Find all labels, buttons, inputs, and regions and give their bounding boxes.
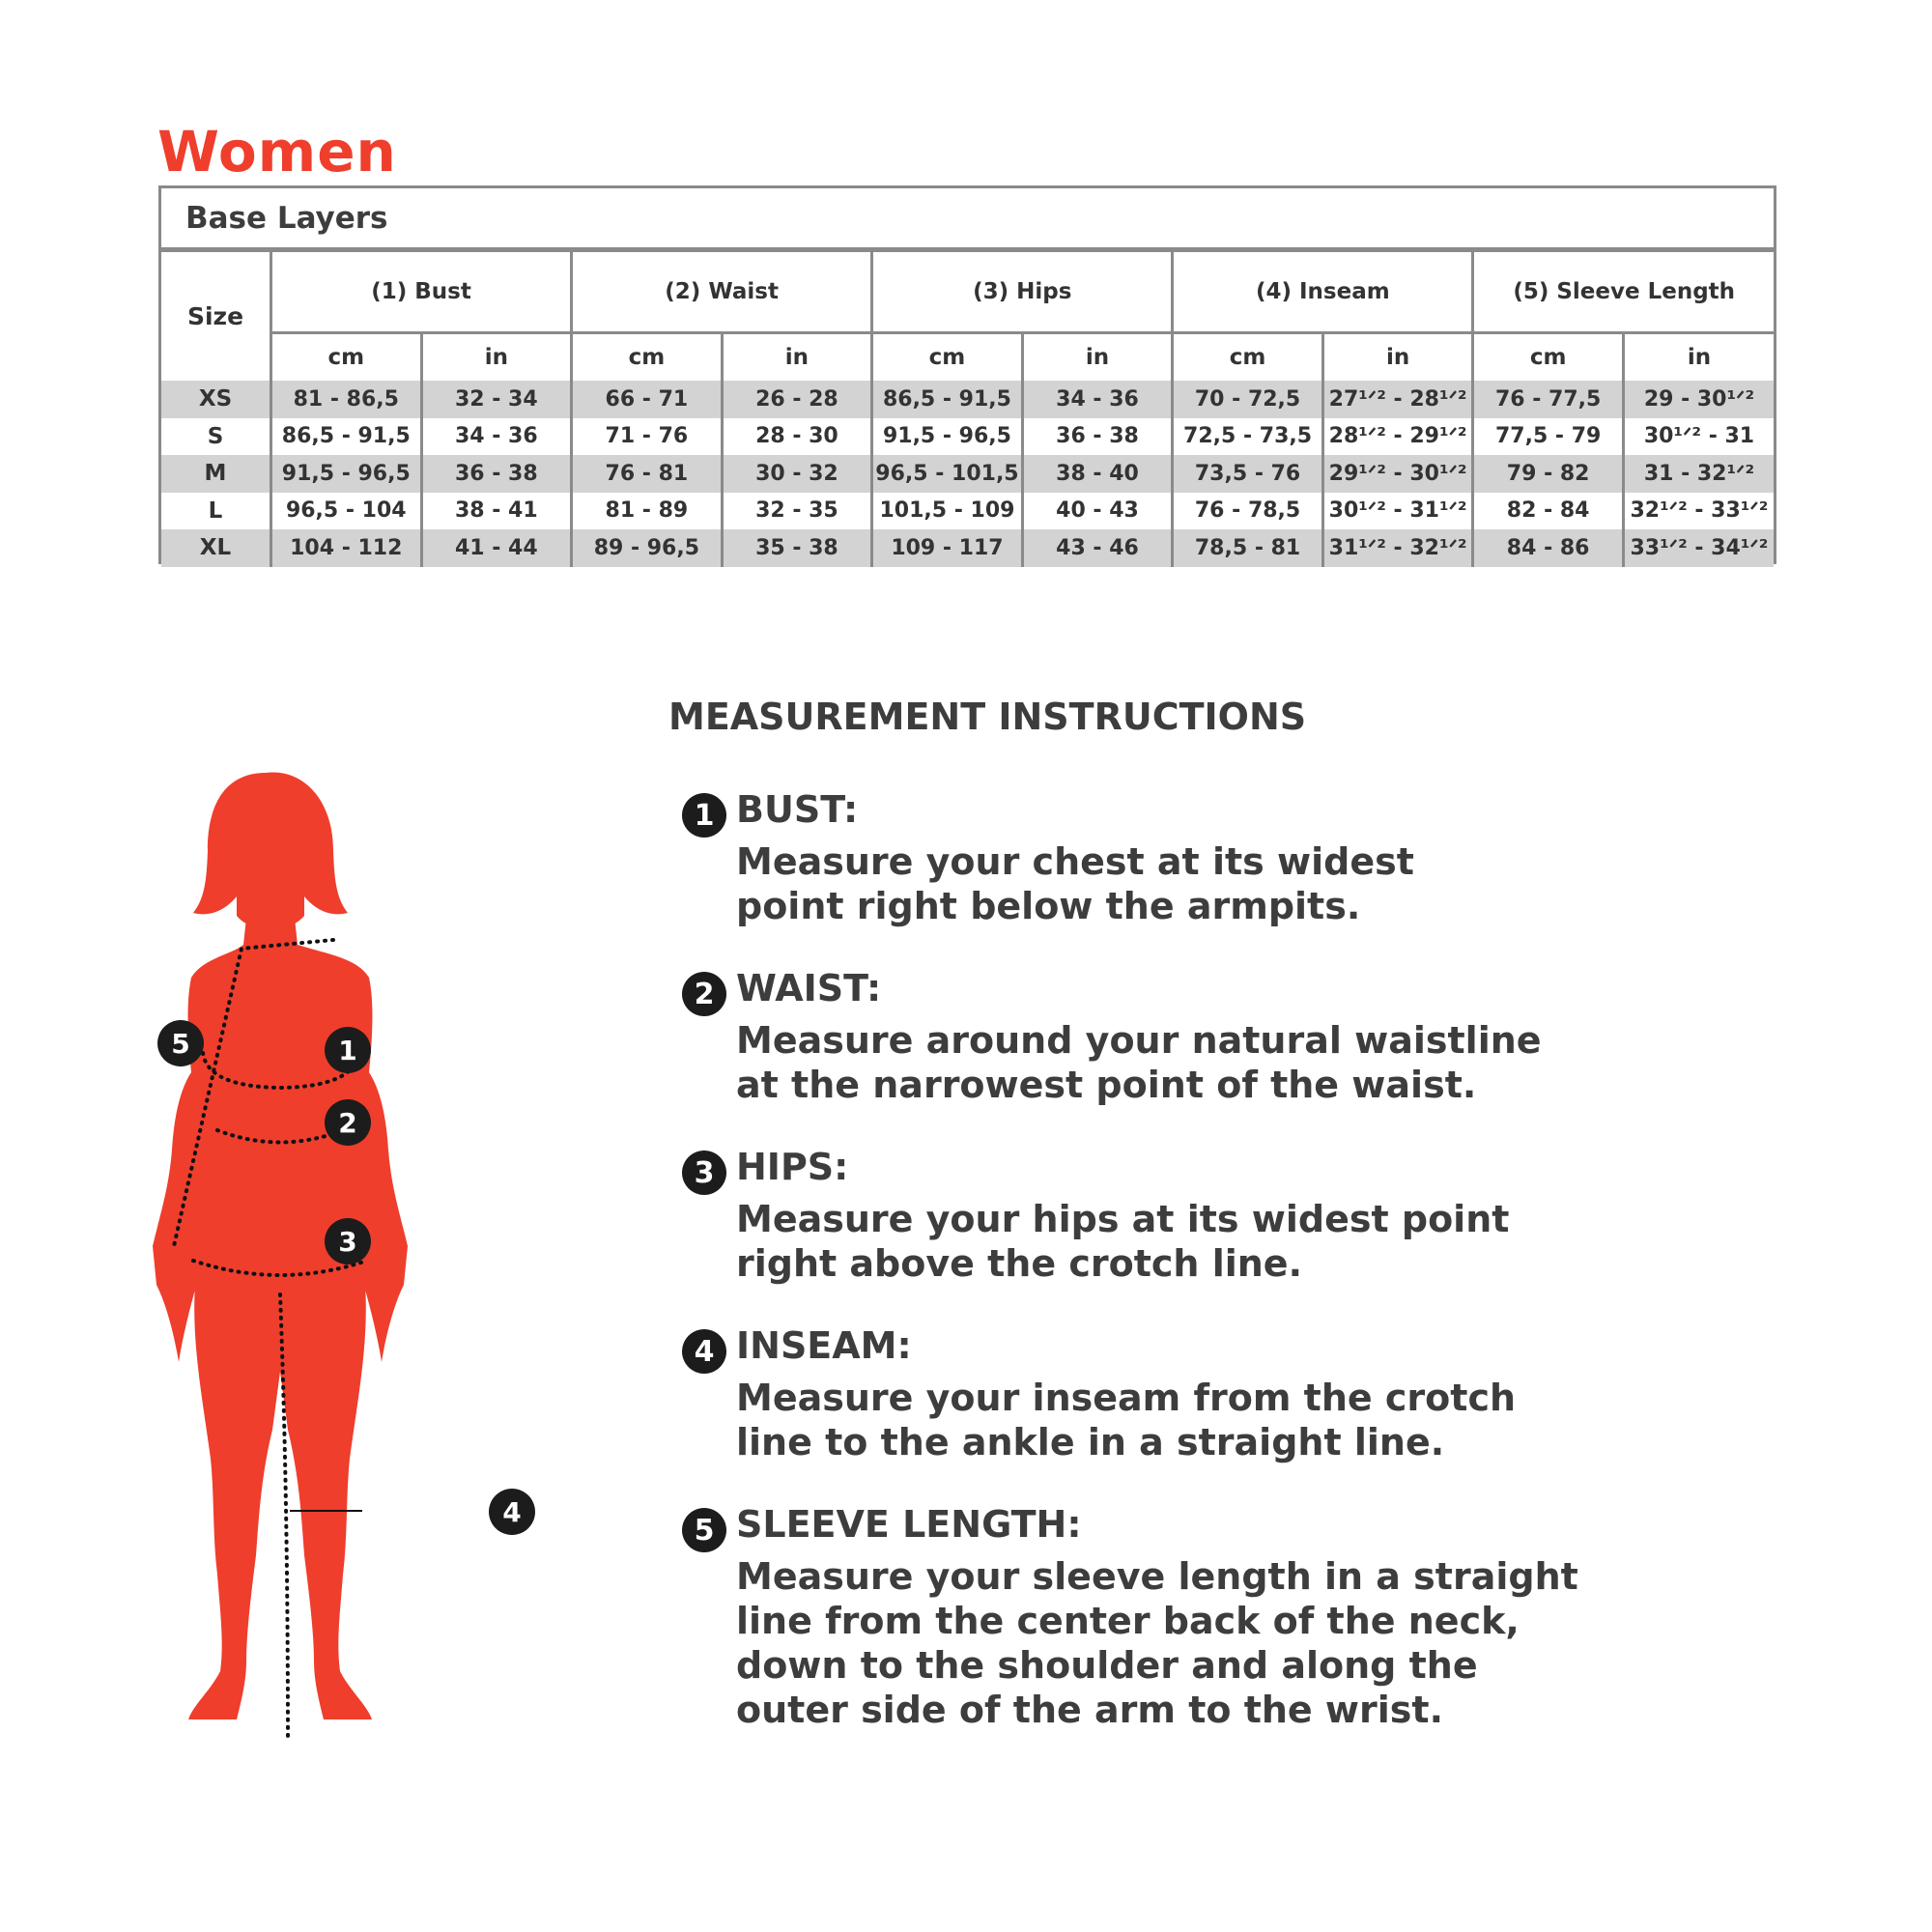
inseam-group-header: (4) Inseam — [1173, 252, 1473, 333]
measurement-cell: 28¹ᐟ² - 29¹ᐟ² — [1322, 418, 1473, 456]
measurement-cell: 96,5 - 101,5 — [872, 455, 1023, 493]
measurement-cell: 36 - 38 — [1022, 418, 1173, 456]
body-measurement-figure — [126, 763, 541, 1768]
unit-header-cm: cm — [872, 333, 1023, 382]
unit-header-cm: cm — [271, 333, 422, 382]
instruction-text: Measure your sleeve length in a straight line from the center back of the neck, down to the shoulder and along the outer side of the arm to the wrist. — [736, 1555, 1578, 1731]
unit-header-cm: cm — [1173, 333, 1323, 382]
measurement-cell: 34 - 36 — [421, 418, 572, 456]
measurement-cell: 72,5 - 73,5 — [1173, 418, 1323, 456]
measurement-cell: 32 - 34 — [421, 381, 572, 418]
instruction-title: SLEEVE LENGTH: — [736, 1503, 1082, 1546]
table-row — [161, 493, 1774, 530]
table-row — [161, 381, 1774, 418]
size-cell: M — [161, 455, 271, 493]
number-badge: 5 — [682, 1508, 726, 1552]
unit-header-in: in — [722, 333, 872, 382]
measurement-cell: 38 - 40 — [1022, 455, 1173, 493]
table-row — [161, 418, 1774, 456]
measurement-cell: 81 - 89 — [572, 493, 723, 530]
unit-header-cm: cm — [572, 333, 723, 382]
waist-group-header: (2) Waist — [572, 252, 872, 333]
unit-header-in: in — [1322, 333, 1473, 382]
size-cell: L — [161, 493, 271, 530]
measurement-cell: 29¹ᐟ² - 30¹ᐟ² — [1322, 455, 1473, 493]
measurement-cell: 35 - 38 — [722, 529, 872, 567]
chart-category-header: Base Layers — [161, 188, 1774, 252]
number-badge: 1 — [682, 793, 726, 838]
size-cell: S — [161, 418, 271, 456]
table-row — [161, 529, 1774, 567]
measurement-cell: 70 - 72,5 — [1173, 381, 1323, 418]
measurement-cell: 84 - 86 — [1473, 529, 1624, 567]
measurement-cell: 89 - 96,5 — [572, 529, 723, 567]
marker-1-label: 1 — [338, 1035, 357, 1066]
unit-header-in: in — [1022, 333, 1173, 382]
measurement-cell: 29 - 30¹ᐟ² — [1623, 381, 1774, 418]
measurement-cell: 78,5 - 81 — [1173, 529, 1323, 567]
measurement-cell: 104 - 112 — [271, 529, 422, 567]
page-title: Women — [157, 119, 397, 185]
measurement-cell: 91,5 - 96,5 — [872, 418, 1023, 456]
number-badge: 4 — [682, 1329, 726, 1374]
measurement-cell: 26 - 28 — [722, 381, 872, 418]
measurement-cell: 36 - 38 — [421, 455, 572, 493]
size-chart — [158, 185, 1776, 564]
marker-2-label: 2 — [338, 1107, 357, 1139]
measurement-cell: 31 - 32¹ᐟ² — [1623, 455, 1774, 493]
measurement-cell: 71 - 76 — [572, 418, 723, 456]
instruction-title: BUST: — [736, 788, 859, 831]
measurement-cell: 30¹ᐟ² - 31 — [1623, 418, 1774, 456]
measurement-cell: 86,5 - 91,5 — [271, 418, 422, 456]
sleeve-length-group-header: (5) Sleeve Length — [1473, 252, 1774, 333]
table-group-header-row — [161, 252, 1774, 333]
unit-header-in: in — [421, 333, 572, 382]
measurement-cell: 79 - 82 — [1473, 455, 1624, 493]
number-badge: 3 — [682, 1151, 726, 1195]
unit-header-cm: cm — [1473, 333, 1624, 382]
measurement-cell: 33¹ᐟ² - 34¹ᐟ² — [1623, 529, 1774, 567]
size-cell: XL — [161, 529, 271, 567]
measurement-cell: 38 - 41 — [421, 493, 572, 530]
size-table-body — [161, 381, 1774, 567]
measurement-cell: 91,5 - 96,5 — [271, 455, 422, 493]
measurement-cell: 34 - 36 — [1022, 381, 1173, 418]
instruction-text: Measure your chest at its widest point right below the armpits. — [736, 840, 1414, 927]
unit-header-in: in — [1687, 345, 1712, 370]
measurement-cell: 41 - 44 — [421, 529, 572, 567]
instruction-title: INSEAM: — [736, 1324, 912, 1367]
hips-group-header: (3) Hips — [872, 252, 1173, 333]
measurement-cell: 81 - 86,5 — [271, 381, 422, 418]
measurement-cell: 32 - 35 — [722, 493, 872, 530]
instruction-title: HIPS: — [736, 1146, 849, 1188]
measurement-cell: 86,5 - 91,5 — [872, 381, 1023, 418]
measurement-cell: 76 - 77,5 — [1473, 381, 1624, 418]
measurement-cell: 76 - 81 — [572, 455, 723, 493]
marker-4-label: 4 — [502, 1496, 522, 1528]
marker-5-label: 5 — [171, 1028, 190, 1060]
measurement-cell: 27¹ᐟ² - 28¹ᐟ² — [1322, 381, 1473, 418]
size-column-header: Size — [161, 252, 271, 381]
size-cell: XS — [161, 381, 271, 418]
measurement-cell: 40 - 43 — [1022, 493, 1173, 530]
measurement-cell: 109 - 117 — [872, 529, 1023, 567]
measurement-cell: 82 - 84 — [1473, 493, 1624, 530]
measurement-cell: 32¹ᐟ² - 33¹ᐟ² — [1623, 493, 1774, 530]
bust-group-header: (1) Bust — [271, 252, 572, 333]
size-table — [161, 252, 1774, 567]
measurement-cell: 73,5 - 76 — [1173, 455, 1323, 493]
measurement-cell: 43 - 46 — [1022, 529, 1173, 567]
measurement-cell: 77,5 - 79 — [1473, 418, 1624, 456]
table-unit-header-row — [161, 333, 1774, 382]
measurement-cell: 96,5 - 104 — [271, 493, 422, 530]
marker-3-label: 3 — [338, 1226, 357, 1258]
measurement-cell: 30¹ᐟ² - 31¹ᐟ² — [1322, 493, 1473, 530]
instruction-title: WAIST: — [736, 967, 882, 1009]
instruction-text: Measure your inseam from the crotch line to the ankle in a straight line. — [736, 1377, 1517, 1463]
instructions-heading: MEASUREMENT INSTRUCTIONS — [668, 696, 1307, 738]
measurement-cell: 101,5 - 109 — [872, 493, 1023, 530]
measurement-cell: 30 - 32 — [722, 455, 872, 493]
measurement-cell: 31¹ᐟ² - 32¹ᐟ² — [1322, 529, 1473, 567]
instruction-text: Measure your hips at its widest point right above the crotch line. — [736, 1198, 1510, 1285]
measurement-cell: 66 - 71 — [572, 381, 723, 418]
instruction-text: Measure around your natural waistline at the narrowest point of the waist. — [736, 1019, 1542, 1106]
measurement-cell: 76 - 78,5 — [1173, 493, 1323, 530]
number-badge: 2 — [682, 972, 726, 1016]
measurement-cell: 28 - 30 — [722, 418, 872, 456]
table-row — [161, 455, 1774, 493]
